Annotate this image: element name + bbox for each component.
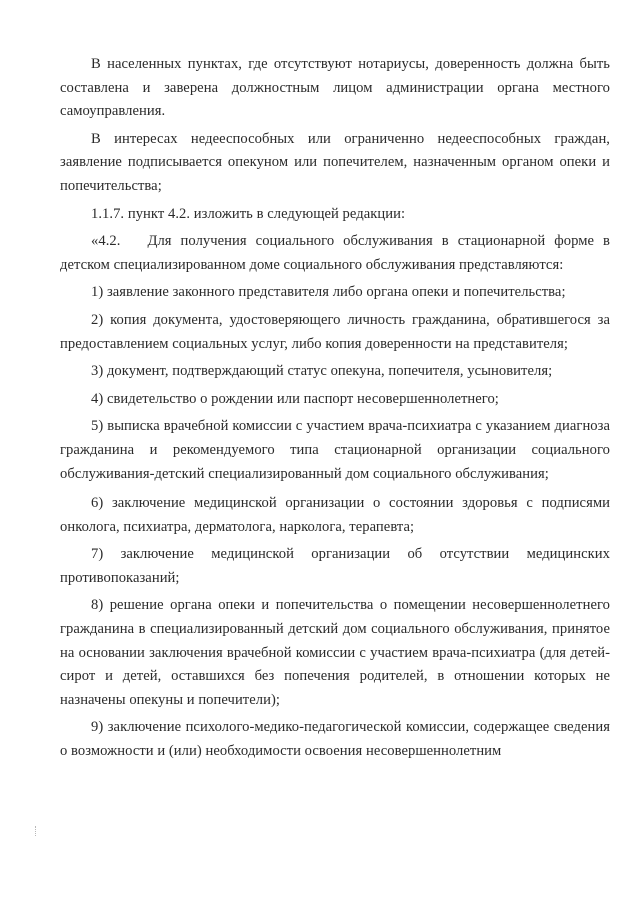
list-item-1: 1) заявление законного представителя либо органа опеки и попечительства; bbox=[91, 284, 566, 301]
paragraph-amendment-1-1-7: 1.1.7. пункт 4.2. изложить в следующей редакции: bbox=[91, 205, 406, 222]
list-item-4: 4) свидетельство о рождении или паспорт несовершеннолетнего; bbox=[91, 390, 499, 407]
list-item-5: 5) выписка врачебной комиссии с участием врача-психиатра с указанием диагноза гражданина и рекомендуемого типа стационарной организации социального обслуживания-детский специализированный дом социального обслуживания; bbox=[60, 418, 610, 482]
list-item-7: 7) заключение медицинской организации об отсутствии медицинских противопоказаний; bbox=[60, 546, 610, 586]
list-item-3: 3) документ, подтверждающий статус опекуна, попечителя, усыновителя; bbox=[91, 363, 553, 380]
margin-mark bbox=[35, 826, 37, 836]
list-item-2: 2) копия документа, удостоверяющего личность гражданина, обратившегося за предоставлением социальных услуг, либо копия доверенности на представителя; bbox=[60, 311, 610, 352]
list-item-9: 9) заключение психолого-медико-педагогической комиссии, содержащее сведения о возможности и (или) необходимости освоения несовершеннолетним bbox=[60, 719, 610, 760]
paragraph-point-4-2: «4.2. Для получения социального обслуживания в стационарной форме в детском специализированном доме социального обслуживания представляются: bbox=[60, 233, 614, 273]
paragraph-incapacitated-citizens: В интересах недееспособных или ограниченно недееспособных граждан, заявление подписывается опекуном или попечителем, назначенным органом опеки и попечительства; bbox=[60, 130, 610, 194]
document-body bbox=[60, 53, 614, 764]
list-item-8: 8) решение органа опеки и попечительства о помещении несовершеннолетнего гражданина в специализированный детский дом социального обслуживания, принятое на основании заключения врачебной комиссии с участием врача-психиатра (для детей-сирот и детей, оставшихся без попечения родителей, в отношении которых не назначены опекуны и попечители); bbox=[60, 597, 610, 708]
paragraph-notary-absence: В населенных пунктах, где отсутствуют нотариусы, доверенность должна быть составлена и заверена должностным лицом администрации органа местного самоуправления. bbox=[60, 56, 610, 120]
list-item-6: 6) заключение медицинской организации о состоянии здоровья с подписями онколога, психиатра, дерматолога, нарколога, терапевта; bbox=[60, 495, 610, 535]
